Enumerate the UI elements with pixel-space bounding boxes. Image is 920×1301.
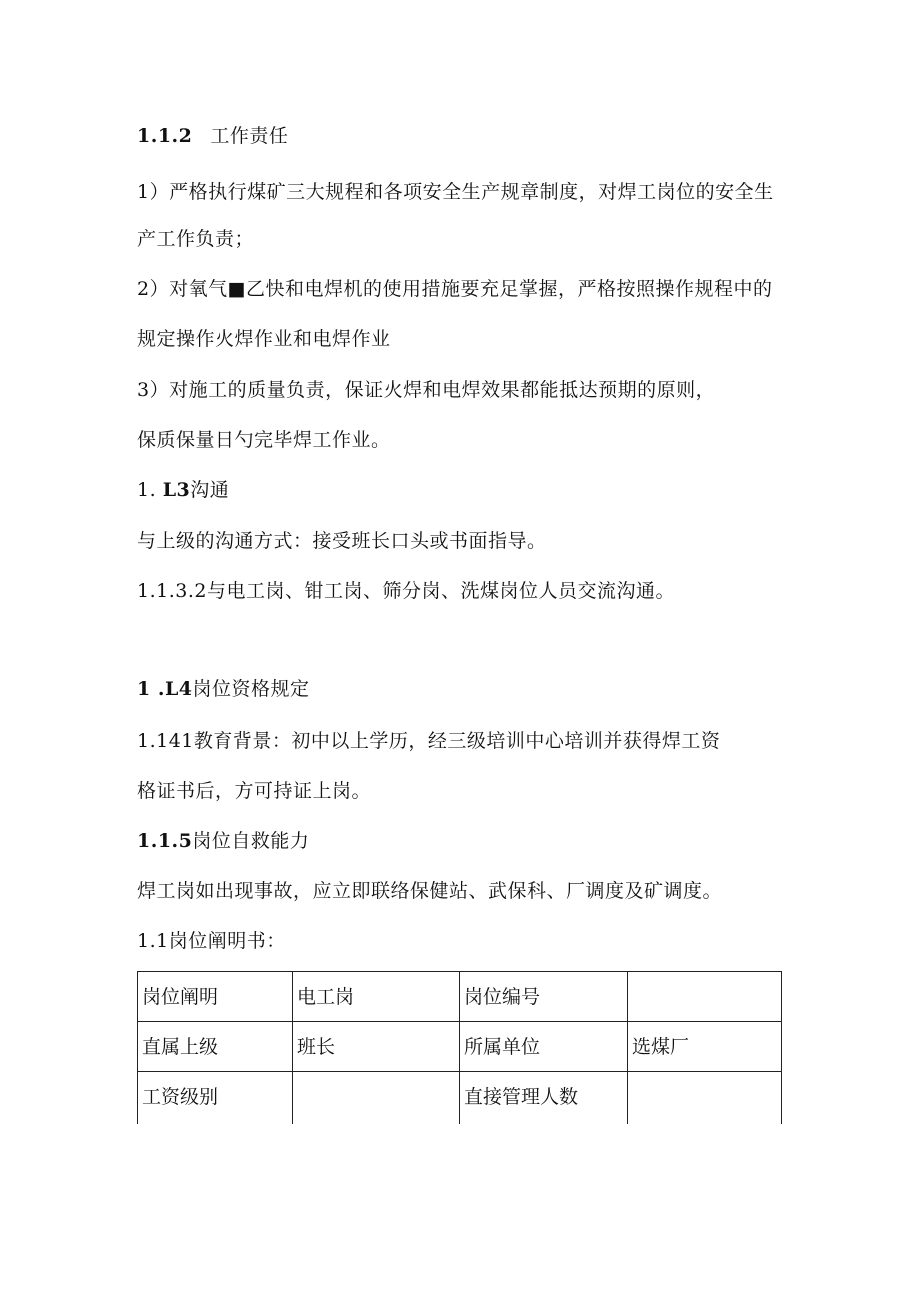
table-cell: 岗位阐明: [138, 972, 293, 1022]
table-cell: 选煤厂: [628, 1022, 782, 1072]
table-cell: 直接管理人数: [460, 1072, 628, 1124]
table-cell: 所属单位: [460, 1022, 628, 1072]
section-title: 沟通: [190, 479, 230, 501]
table-row: [138, 1022, 782, 1072]
self-rescue-text: 焊工岗如出现事故，应立即联络保健站、武保科、厂调度及矿调度。: [137, 880, 723, 902]
section-title: 岗位自救能力: [192, 830, 310, 852]
table-heading: 1.1岗位阐明书：: [137, 930, 286, 952]
section-1-1-4-heading: [137, 677, 310, 701]
table-cell: [628, 972, 782, 1022]
table-cell: 工资级别: [138, 1072, 293, 1124]
table-cell: [293, 1072, 460, 1124]
section-1-1-2-heading: [137, 124, 288, 148]
duty-3-line-2: 保质保量日勺完毕焊工作业。: [137, 429, 391, 451]
section-number: 1.1.5: [137, 830, 193, 852]
section-number: 1.1.2: [137, 125, 193, 147]
section-prefix: 1.: [137, 479, 157, 501]
section-1-1-5-heading: [137, 829, 309, 853]
communication-peers: 1.1.3.2与电工岗、钳工岗、筛分岗、洗煤岗位人员交流沟通。: [137, 580, 675, 602]
duty-2-line-1: 2）对氧气■乙快和电焊机的使用措施要充足掌握，严格按照操作规程中的: [137, 278, 773, 300]
communication-superior: 与上级的沟通方式：接受班长口头或书面指导。: [137, 530, 547, 552]
education-line-1: 1.141教育背景：初中以上学历，经三级培训中心培训并获得焊工资: [137, 730, 721, 752]
section-number: L3: [162, 479, 191, 501]
table-cell: 班长: [293, 1022, 460, 1072]
job-description-table: [137, 971, 782, 1124]
duty-2-line-2: 规定操作火焊作业和电焊作业: [137, 328, 391, 350]
table-cell: 电工岗: [293, 972, 460, 1022]
duty-1-line-1: 1）严格执行煤矿三大规程和各项安全生产规章制度，对焊工岗位的安全生: [137, 181, 774, 203]
section-title: 岗位资格规定: [192, 678, 310, 700]
section-title: 工作责任: [210, 125, 289, 147]
table-cell: 直属上级: [138, 1022, 293, 1072]
section-1-1-3-heading: [137, 478, 229, 502]
table-cell: 岗位编号: [460, 972, 628, 1022]
section-number: 1 .L4: [137, 678, 193, 700]
education-line-2: 格证书后，方可持证上岗。: [137, 780, 372, 802]
duty-1-line-2: 产工作负责；: [137, 228, 255, 250]
table-row: [138, 1072, 782, 1124]
table-row: [138, 972, 782, 1022]
table-cell: [628, 1072, 782, 1124]
duty-3-line-1: 3）对施工的质量负责，保证火焊和电焊效果都能抵达预期的原则，: [137, 379, 716, 401]
